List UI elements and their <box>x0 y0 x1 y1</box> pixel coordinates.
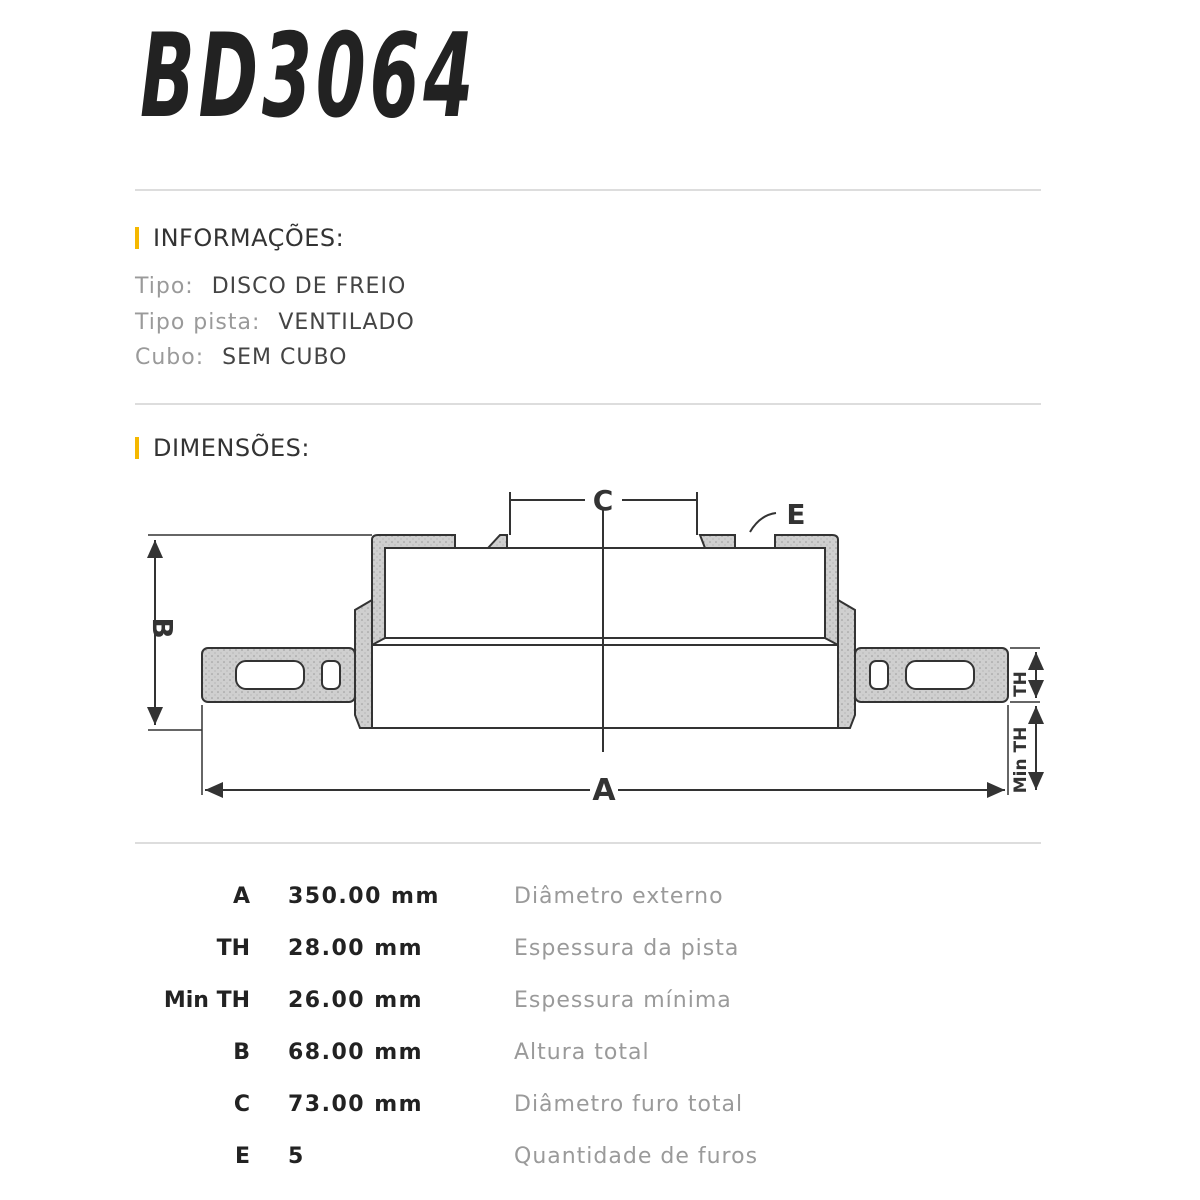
info-key: Tipo: <box>135 274 194 299</box>
spec-description: Altura total <box>514 1040 650 1065</box>
dimension-e <box>750 498 806 532</box>
heading-accent-bar <box>135 437 139 459</box>
info-value: VENTILADO <box>278 310 415 335</box>
spec-code: TH <box>216 936 250 961</box>
spec-value: 68.00 mm <box>288 1040 424 1065</box>
spec-row <box>0 1040 1200 1080</box>
info-row-type <box>135 274 406 299</box>
product-code-title: BD3064 <box>140 9 478 144</box>
spec-value: 26.00 mm <box>288 988 424 1013</box>
dimension-th <box>1010 648 1040 702</box>
spec-description: Quantidade de furos <box>514 1144 759 1169</box>
spec-description: Espessura da pista <box>514 936 740 961</box>
hat-section <box>355 535 855 728</box>
left-braking-ring <box>202 648 355 702</box>
dimension-a <box>202 705 1008 808</box>
spec-description: Diâmetro externo <box>514 884 724 909</box>
spec-code: A <box>232 884 250 909</box>
heading-accent-bar <box>135 227 139 249</box>
dimensions-section-heading <box>135 434 310 462</box>
info-section-heading <box>135 224 344 252</box>
dimension-label-a: A <box>592 773 616 808</box>
spec-row <box>0 936 1200 976</box>
spec-code: E <box>234 1144 250 1169</box>
info-key: Cubo: <box>135 345 205 370</box>
spec-value: 350.00 mm <box>288 884 440 909</box>
spec-row <box>0 884 1200 924</box>
spec-code: Min TH <box>163 988 250 1013</box>
dimension-label-c: C <box>592 484 614 517</box>
info-row-track-type <box>135 310 415 335</box>
spec-description: Espessura mínima <box>514 988 732 1013</box>
dimension-label-e: E <box>786 498 806 531</box>
dimension-label-b: B <box>146 617 179 639</box>
spec-value: 28.00 mm <box>288 936 424 961</box>
spec-code: B <box>233 1040 250 1065</box>
spec-value: 73.00 mm <box>288 1092 424 1117</box>
dimension-label-th: TH <box>1011 671 1031 697</box>
spec-code: C <box>233 1092 250 1117</box>
dimension-min-th <box>1011 706 1036 793</box>
divider <box>135 403 1041 405</box>
spec-row <box>0 988 1200 1028</box>
spec-value: 5 <box>288 1144 305 1169</box>
brake-disc-cross-section-diagram <box>0 470 1200 810</box>
info-row-hub <box>135 345 347 370</box>
spec-row <box>0 1092 1200 1132</box>
info-heading-text: INFORMAÇÕES: <box>153 224 345 252</box>
dimension-label-min-th: Min TH <box>1011 726 1031 794</box>
info-key: Tipo pista: <box>135 310 261 335</box>
dimensions-heading-text: DIMENSÕES: <box>153 434 310 462</box>
info-value: DISCO DE FREIO <box>211 274 407 299</box>
info-value: SEM CUBO <box>222 345 348 370</box>
divider <box>135 189 1041 191</box>
right-braking-ring <box>855 648 1008 702</box>
spec-row <box>0 1144 1200 1184</box>
spec-description: Diâmetro furo total <box>514 1092 744 1117</box>
divider <box>135 842 1041 844</box>
